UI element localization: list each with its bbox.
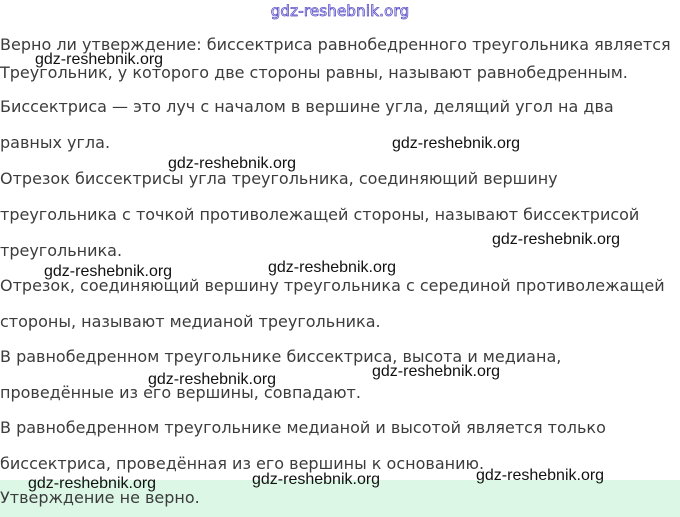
header-watermark [0, 0, 680, 24]
watermark: gdz-reshebnik.org [168, 155, 297, 172]
text-line-12: В равнобедренном треугольнике медианой и высотой является только [0, 418, 606, 437]
watermark: gdz-reshebnik.org [476, 467, 605, 484]
watermark: gdz-reshebnik.org [492, 231, 621, 248]
text-line-6: треугольника с точкой противолежащей стороны, называют биссектрисой [0, 205, 640, 224]
text-line-9: стороны, называют медианой треугольника. [0, 312, 381, 331]
watermark: gdz-reshebnik.org [35, 51, 164, 68]
watermark: gdz-reshebnik.org [372, 363, 501, 380]
text-line-2: Треугольник, у которого две стороны равны, называют равнобедренным. [0, 63, 628, 82]
text-line-3: Биссектриса — это луч с началом в вершине угла, делящий угол на два [0, 97, 614, 116]
header-site-name: gdz-reshebnik.org [270, 2, 410, 20]
watermark: gdz-reshebnik.org [28, 475, 157, 492]
text-line-5: Отрезок биссектрисы угла треугольника, соединяющий вершину [0, 169, 558, 188]
text-line-7: треугольника. [0, 241, 123, 260]
watermark: gdz-reshebnik.org [148, 371, 277, 388]
watermark: gdz-reshebnik.org [252, 471, 381, 488]
watermark: gdz-reshebnik.org [392, 135, 521, 152]
text-line-10: В равнобедренном треугольнике биссектриса, высота и медиана, [0, 347, 562, 366]
text-line-8: Отрезок, соединяющий вершину треугольника с серединой противолежащей [0, 276, 665, 295]
conclusion-text: Утверждение не верно. [0, 488, 200, 507]
watermark: gdz-reshebnik.org [44, 263, 173, 280]
text-line-1: Верно ли утверждение: биссектриса равнобедренного треугольника является [0, 35, 671, 54]
text-line-13: биссектриса, проведённая из его вершины к основанию. [0, 454, 485, 473]
watermark: gdz-reshebnik.org [268, 259, 397, 276]
text-line-11: проведённые из его вершины, совпадают. [0, 383, 361, 402]
text-line-4: равных угла. [0, 133, 111, 152]
